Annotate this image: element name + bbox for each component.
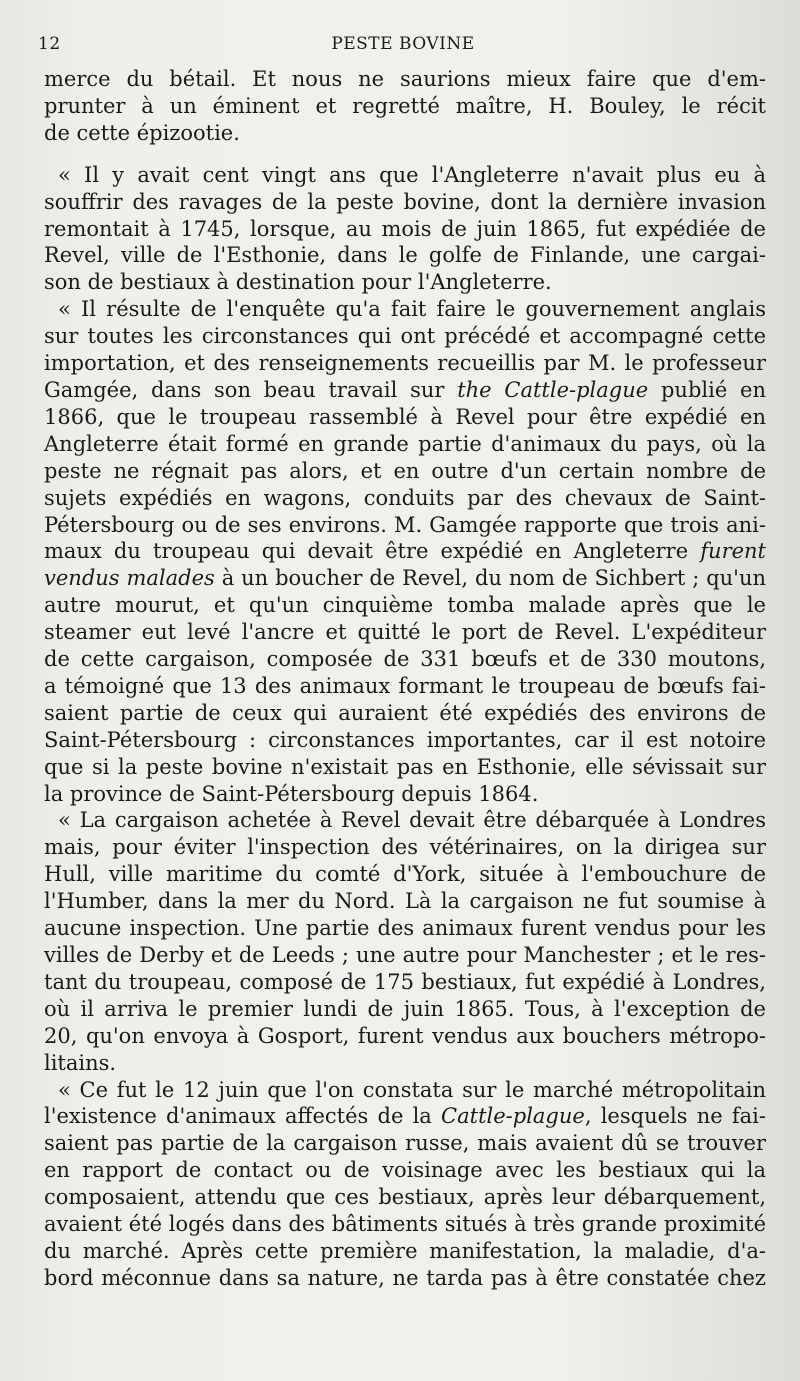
text-line: sur toutes les circonstances qui ont précédé et accompagné cette <box>44 324 766 349</box>
text-line: villes de Derby et de Leeds ; une autre pour Manchester ; et le res- <box>44 943 766 967</box>
paragraph-continuation <box>44 66 766 147</box>
text-line: peste ne régnait pas alors, et en outre d'un certain nombre de <box>44 458 766 483</box>
italic-run: Cattle-plague <box>441 1104 585 1129</box>
text-line: « La cargaison achetée à Revel devait être débarquée à Londres <box>58 808 766 833</box>
text-line: de cette épizootie. <box>44 120 240 145</box>
text-line <box>44 377 766 404</box>
text-line: « Il y avait cent vingt ans que l'Angleterre n'avait plus eu à <box>58 162 766 187</box>
text-line: aucune inspection. Une partie des animaux furent vendus pour les <box>44 916 766 941</box>
text-line: 1866, que le troupeau rassemblé à Revel pour être expédié en <box>44 404 766 429</box>
text-run: , lesquels ne fai- <box>584 1104 766 1129</box>
running-header <box>38 34 768 56</box>
text-line: tant du troupeau, composé de 175 bestiaux, fut expédié à Londres, <box>44 969 766 994</box>
text-line <box>44 565 766 592</box>
text-line: où il arriva le premier lundi de juin 1865. Tous, à l'exception de <box>44 996 766 1021</box>
text-line: bord méconnue dans sa nature, ne tarda pas à être constatée chez <box>44 1265 766 1290</box>
paragraph-quote-3 <box>44 807 766 1076</box>
text-line: importation, et des renseignements recueillis par M. le professeur <box>44 351 766 376</box>
text-line <box>44 538 766 565</box>
italic-run: vendus malades <box>44 566 215 591</box>
text-line: merce du bétail. Et nous ne saurions mieux faire que d'em- <box>44 67 766 91</box>
text-line: « Ce fut le 12 juin que l'on constata sur le marché métropolitain <box>58 1077 766 1102</box>
text-line: mais, pour éviter l'inspection des vétérinaires, on la dirigea sur <box>44 835 766 860</box>
text-line: remontait à 1745, lorsque, au mois de juin 1865, fut expédiée de <box>44 216 766 241</box>
text-line: 20, qu'on envoya à Gosport, furent vendus aux bouchers métropo- <box>44 1023 766 1048</box>
text-line: Hull, ville maritime du comté d'York, située à l'embouchure de <box>44 862 766 887</box>
text-line: que si la peste bovine n'existait pas en Esthonie, elle sévissait sur <box>44 754 766 779</box>
text-line: de cette cargaison, composée de 331 bœufs et de 330 moutons, <box>44 647 766 672</box>
text-line: saient partie de ceux qui auraient été expédiés des environs de <box>44 700 766 725</box>
text-line: steamer eut levé l'ancre et quitté le port de Revel. L'expéditeur <box>44 620 766 645</box>
paragraph-quote-1 <box>44 162 766 297</box>
paragraph-quote-2 <box>44 296 766 807</box>
body-text <box>44 66 766 1292</box>
text-line: composaient, attendu que ces bestiaux, après leur débarquement, <box>44 1185 766 1210</box>
text-run: à un boucher de Revel, du nom de Sichbert ; qu'un <box>214 566 766 591</box>
text-line: du marché. Après cette première manifestation, la maladie, d'a- <box>44 1238 766 1263</box>
text-line: saient pas partie de la cargaison russe, mais avaient dû se trouver <box>44 1131 766 1156</box>
text-line: « Il résulte de l'enquête qu'a fait faire le gouvernement anglais <box>58 297 766 322</box>
text-run: maux du troupeau qui devait être expédié en Angleterre <box>44 539 701 564</box>
text-line: Angleterre était formé en grande partie d'animaux du pays, où la <box>44 431 766 456</box>
italic-title: the Cattle-plague <box>457 377 649 402</box>
text-line: sujets expédiés en wagons, conduits par des chevaux de Saint- <box>44 485 766 510</box>
text-run: publié en <box>648 377 766 402</box>
text-line: autre mourut, et qu'un cinquième tomba malade après que le <box>44 593 766 618</box>
text-line: prunter à un éminent et regretté maître, H. Bouley, le récit <box>44 93 766 118</box>
paragraph-quote-4 <box>44 1077 766 1292</box>
italic-run: furent <box>700 539 766 564</box>
text-line: l'Humber, dans la mer du Nord. Là la cargaison ne fut soumise à <box>44 889 766 914</box>
text-line: avaient été logés dans des bâtiments situés à très grande proximité <box>44 1212 766 1237</box>
running-title: PESTE BOVINE <box>331 34 475 54</box>
text-run: l'existence d'animaux affectés de la <box>44 1104 442 1129</box>
text-line: Pétersbourg ou de ses environs. M. Gamgée rapporte que trois ani- <box>44 512 766 537</box>
text-line: souffrir des ravages de la peste bovine, dont la dernière invasion <box>44 189 766 214</box>
text-run: Gamgée, dans son beau travail sur <box>44 377 458 402</box>
text-line: Saint-Pétersbourg : circonstances importantes, car il est notoire <box>44 727 766 752</box>
page-number: 12 <box>38 34 61 54</box>
text-line <box>44 1103 766 1130</box>
text-line: en rapport de contact ou de voisinage avec les bestiaux qui la <box>44 1158 766 1183</box>
text-line: Revel, ville de l'Esthonie, dans le golfe de Finlande, une cargai- <box>44 243 766 268</box>
text-line: a témoigné que 13 des animaux formant le troupeau de bœufs fai- <box>44 673 766 698</box>
text-line: la province de Saint-Pétersbourg depuis 1864. <box>44 781 539 806</box>
text-line: litains. <box>44 1050 117 1075</box>
text-line: son de bestiaux à destination pour l'Angleterre. <box>44 270 552 295</box>
